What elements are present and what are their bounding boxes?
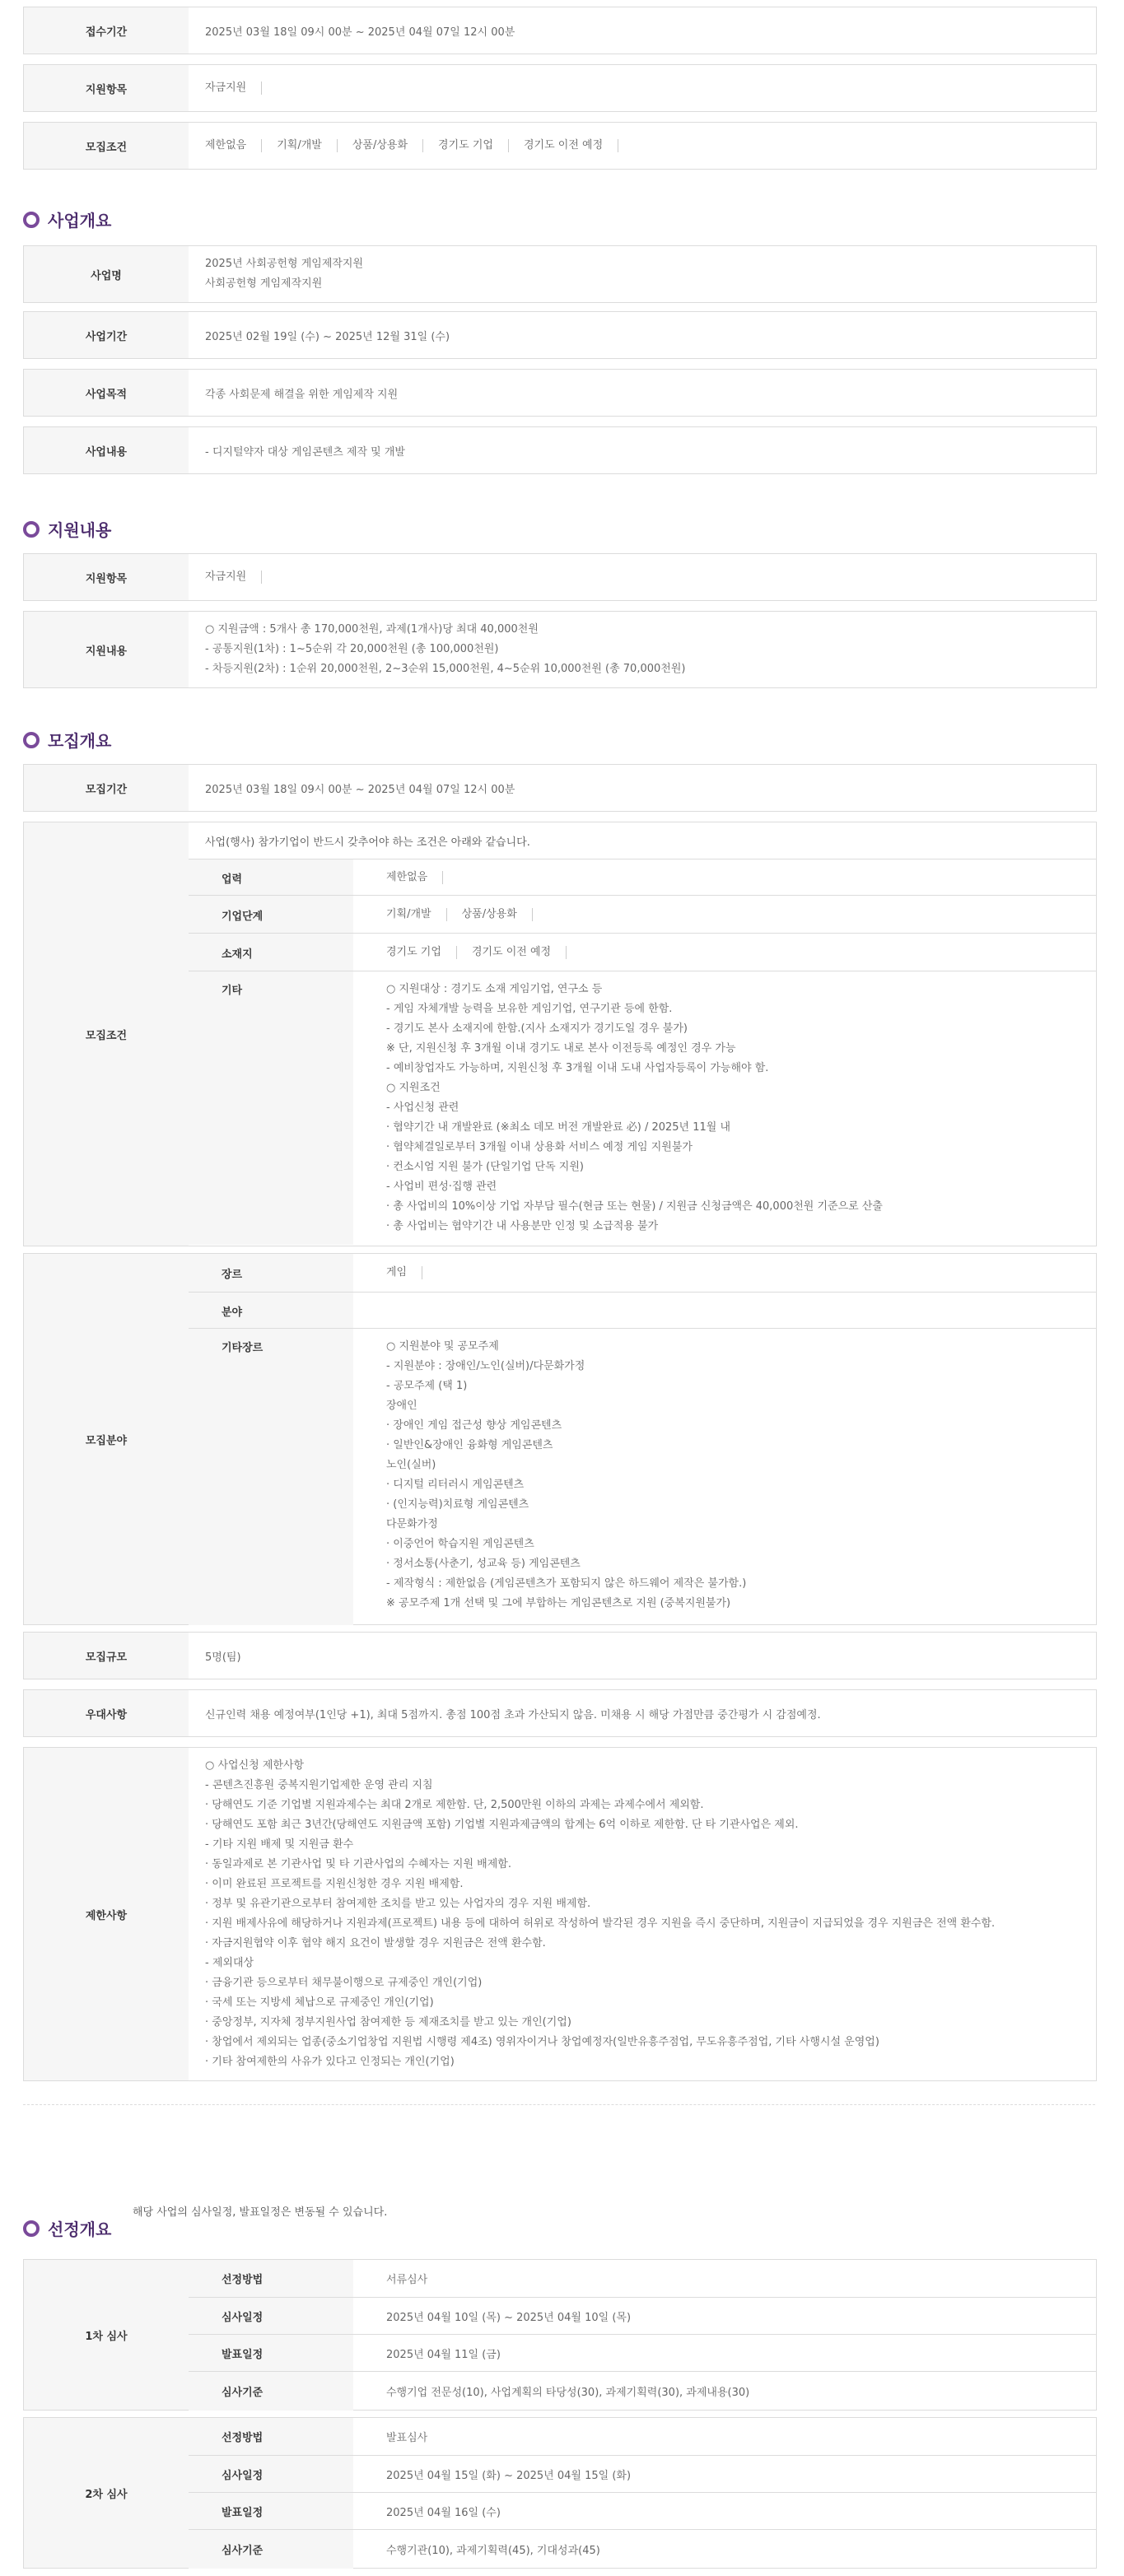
support-item-row xyxy=(23,64,1097,112)
condition-etc-row xyxy=(189,971,1096,1245)
row-value: 2025년 04월 11일 (금) xyxy=(386,2349,501,2361)
row-label: 사업내용 xyxy=(24,427,189,473)
row-label: 사업목적 xyxy=(24,370,189,416)
section-divider xyxy=(23,2104,1095,2105)
row-value: 2025년 04월 15일 (화) ~ 2025년 04월 15일 (화) xyxy=(386,2470,632,2482)
field-area-row xyxy=(189,1292,1096,1329)
row-value: 2025년 04월 16일 (수) xyxy=(386,2507,501,2519)
bullet-circle-icon xyxy=(23,2220,40,2237)
row-label: 모집규모 xyxy=(24,1633,189,1679)
sub-label: 소재지 xyxy=(189,934,353,971)
row-value: ○ 지원금액 : 5개사 총 170,000천원, 과제(1개사)당 최대 40,000천원 - 공통지원(1차) : 1~5순위 각 20,000천원 (총 100,000천원) - 차등지원(2차) : 1순위 20,000천원, 2~3순위 15,000천원, 4~5순위 10,000천원 (총 70,000천원) xyxy=(205,623,686,675)
tag-list xyxy=(353,1254,1096,1292)
row-label: 모집조건 xyxy=(24,822,189,1246)
row-value: 각종 사회문제 해결을 위한 게임제작 지원 xyxy=(205,388,399,401)
row-label: 모집분야 xyxy=(24,1254,189,1624)
round-row xyxy=(189,2455,1096,2493)
row-label: 접수기간 xyxy=(24,7,189,54)
round-row xyxy=(189,2297,1096,2335)
etc-lines: ○ 지원대상 : 경기도 소재 게임기업, 연구소 등 - 게임 자체개발 능력을 보유한 게임기업, 연구기관 등에 한함. - 경기도 본사 소재지에 한함.(지사 소재지가 경기도일 경우 불가) ※ 단, 지원신청 후 3개월 이내 경기도 내로 본사 이전등록 예정인 경우 가능 - 예비창업자도 가능하며, 지원신청 후 3개월 이내 도내 사업자등록이 가능해야 함. ○ 지원조건 - 사업신청 관련 · 협약기간 내 개발완료 (※최소 데모 버전 개발완료 必) / 2025년 11월 내 · 협약체결일로부터 3개월 이내 상용화 서비스 예정 게임 지원불가 · 컨소시엄 지원 불가 (단일기업 단독 지원) - 사업비 편성·집행 관련 · 총 사업비의 10%이상 기업 자부담 필수(현금 또는 현물) / 지원금 신청금액은 40,000천원 기준으로 산출 · 총 사업비는 협약기간 내 사용분만 인정 및 소급적용 불가 xyxy=(386,983,883,1232)
sub-label: 심사기준 xyxy=(189,2530,353,2569)
sub-label: 장르 xyxy=(189,1254,353,1292)
row-value: 2025년 사회공헌형 게임제작지원 사회공헌형 게임제작지원 xyxy=(205,258,364,290)
row-label: 지원항목 xyxy=(24,554,189,600)
business-content-row xyxy=(23,426,1097,474)
recruit-field-table xyxy=(23,1253,1097,1625)
row-label: 지원내용 xyxy=(24,612,189,687)
row-label: 우대사항 xyxy=(24,1690,189,1736)
row-value: 5명(팀) xyxy=(205,1651,241,1664)
sub-label: 심사기준 xyxy=(189,2372,353,2411)
round-1-table xyxy=(23,2259,1097,2411)
sub-label: 업력 xyxy=(189,859,353,896)
row-label: 모집조건 xyxy=(24,123,189,169)
section-title-selection: 선정개요 xyxy=(23,2216,111,2240)
recruit-conditions-table xyxy=(23,822,1097,1246)
bullet-circle-icon xyxy=(23,212,40,228)
round-row xyxy=(189,2334,1096,2372)
field-genre-row xyxy=(189,1254,1096,1292)
tag-list xyxy=(353,859,1096,896)
sub-label: 발표일정 xyxy=(189,2493,353,2530)
tag: 게임 xyxy=(386,1266,422,1279)
tag: 경기도 이전 예정 xyxy=(457,946,567,959)
row-value xyxy=(353,1293,1096,1329)
row-value: 서류심사 xyxy=(386,2274,428,2286)
tag: 기획/개발 xyxy=(386,908,447,921)
row-label: 사업명 xyxy=(24,246,189,302)
business-period-row xyxy=(23,311,1097,359)
sub-label: 분야 xyxy=(189,1293,353,1329)
sub-label: 기업단계 xyxy=(189,896,353,934)
tag: 경기도 기업 xyxy=(386,946,457,959)
row-value: 2025년 04월 10일 (목) ~ 2025년 04월 10일 (목) xyxy=(386,2312,632,2324)
tag-list xyxy=(353,896,1096,934)
row-value: - 디지털약자 대상 게임콘텐츠 제작 및 개발 xyxy=(205,445,405,459)
row-label: 제한사항 xyxy=(24,1748,189,2080)
condition-stage-row xyxy=(189,895,1096,934)
tag: 경기도 기업 xyxy=(423,139,509,152)
section-title-business: 사업개요 xyxy=(23,207,111,231)
round-row xyxy=(189,2418,1096,2455)
tag: 제한없음 xyxy=(205,139,262,152)
tag-list xyxy=(189,65,1096,111)
round-label: 2차 심사 xyxy=(24,2418,189,2568)
row-value: 신규인력 채용 예정여부(1인당 +1), 최대 5점까지. 총점 100점 초과 가산되지 않음. 미채용 시 해당 가점만큼 중간평가 시 감점예정. xyxy=(205,1708,821,1721)
tag: 경기도 이전 예정 xyxy=(509,139,618,152)
section-title-support: 지원내용 xyxy=(23,517,111,541)
round-label: 1차 심사 xyxy=(24,2260,189,2410)
application-period-row xyxy=(23,7,1097,54)
tag: 자금지원 xyxy=(205,82,262,95)
row-value: 2025년 03월 18일 09시 00분 ~ 2025년 04월 07일 12시 00분 xyxy=(205,26,515,39)
tag-list xyxy=(189,554,1096,600)
row-value: 발표심사 xyxy=(386,2432,428,2444)
tag: 자금지원 xyxy=(205,571,262,584)
round-row xyxy=(189,2492,1096,2530)
tag: 상품/상용화 xyxy=(338,139,423,152)
etc-genre-lines: ○ 지원분야 및 공모주제 - 지원분야 : 장애인/노인(실버)/다문화가정 - 공모주제 (택 1) 장애인 · 장애인 게임 접근성 향상 게임콘텐츠 · 일반인&장애인 융화형 게임콘텐츠 노인(실버) · 디지털 리터러시 게임콘텐츠 · (인지능력)치료형 게임콘텐츠 다문화가정 · 이중언어 학습지원 게임콘텐츠 · 정서소통(사춘기, 성교육 등) 게임콘텐츠 - 제작형식 : 제한없음 (게임콘텐츠가 포함되지 않은 하드웨어 제작은 불가함.) ※ 공모주제 1개 선택 및 그에 부합하는 게임콘텐츠로 지원 (중복지원불가) xyxy=(386,1340,747,1609)
tag: 상품/상용화 xyxy=(447,908,533,921)
row-value: 2025년 03월 18일 09시 00분 ~ 2025년 04월 07일 12시 00분 xyxy=(205,783,515,796)
sub-label: 선정방법 xyxy=(189,2418,353,2455)
restrictions-lines: ○ 사업신청 제한사항 - 콘텐츠진흥원 중복지원기업제한 운영 관리 지침 · 당해연도 기준 기업별 지원과제수는 최대 2개로 제한함. 단, 2,500만원 이하의 과제는 과제수에서 제외함. · 당해연도 포함 최근 3년간(당해연도 지원금액 포함) 기업별 지원과제금액의 합계는 6억 이하로 제한함. 단 타 기관사업은 제외. - 기타 지원 배제 및 지원금 환수 · 동일과제로 본 기관사업 및 타 기관사업의 수혜자는 지원 배제함. · 이미 완료된 프로젝트를 지원신청한 경우 지원 배제함. · 정부 및 유관기관으로부터 참여제한 조치를 받고 있는 사업자의 경우 지원 배제함. · 지원 배제사유에 해당하거나 지원과제(프로젝트) 내용 등에 대하여 허위로 작성하여 발각된 경우 지원을 즉시 중단하며, 지원금이 지급되었을 경우 지원금은 전액 환수함. · 자금지원협약 이후 협약 해지 요건이 발생할 경우 지원금은 전액 환수함. - 제외대상 · 금융기관 등으로부터 채무불이행으로 규제중인 개인(기업) · 국세 또는 지방세 체납으로 규제중인 개인(기업) · 중앙정부, 지자체 정부지원사업 참여제한 등 제재조치를 받고 있는 개인(기업) · 창업에서 제외되는 업종(중소기업창업 지원법 시행령 제4조) 영위자이거나 창업예정자(일반유흥주점업, 무도유흥주점업, 기타 사행시설 운영업) · 기타 참여제한의 사유가 있다고 인정되는 개인(기업) xyxy=(205,1759,996,2068)
tag: 제한없음 xyxy=(386,871,443,884)
row-label: 모집기간 xyxy=(24,765,189,811)
bullet-circle-icon xyxy=(23,732,40,748)
row-value: 2025년 02월 19일 (수) ~ 2025년 12월 31일 (수) xyxy=(205,330,450,343)
conditions-intro: 사업(행사) 참가기업이 반드시 갖추어야 하는 조건은 아래와 같습니다. xyxy=(205,836,530,849)
support-item-row xyxy=(23,553,1097,601)
tag-list xyxy=(353,934,1096,971)
selection-note: 해당 사업의 심사일정, 발표일정은 변동될 수 있습니다. xyxy=(133,2206,388,2219)
round-row xyxy=(189,2529,1096,2569)
condition-career-row xyxy=(189,859,1096,896)
tag: 기획/개발 xyxy=(262,139,338,152)
field-etc-genre-row xyxy=(189,1328,1096,1625)
row-label: 사업기간 xyxy=(24,312,189,358)
bullet-circle-icon xyxy=(23,521,40,538)
row-label: 지원항목 xyxy=(24,65,189,111)
business-name-row xyxy=(23,245,1097,303)
support-detail-row xyxy=(23,611,1097,688)
sub-label: 심사일정 xyxy=(189,2298,353,2335)
section-title-recruit: 모집개요 xyxy=(23,728,111,752)
round-2-table xyxy=(23,2417,1097,2569)
row-value: 수행기관(10), 과제기획력(45), 기대성과(45) xyxy=(386,2545,600,2557)
recruit-conditions-row xyxy=(23,122,1097,170)
preference-row xyxy=(23,1689,1097,1737)
row-value: 수행기업 전문성(10), 사업계획의 타당성(30), 과제기획력(30), 과제내용(30) xyxy=(386,2387,750,2399)
sub-label: 기타 xyxy=(189,971,353,1245)
sub-label: 선정방법 xyxy=(189,2260,353,2297)
tag-list xyxy=(189,123,1096,169)
sub-label: 심사일정 xyxy=(189,2456,353,2493)
condition-location-row xyxy=(189,933,1096,971)
recruit-period-row xyxy=(23,764,1097,812)
sub-label: 기타장르 xyxy=(189,1329,353,1625)
restrictions-row xyxy=(23,1747,1097,2081)
sub-label: 발표일정 xyxy=(189,2335,353,2372)
business-purpose-row xyxy=(23,369,1097,417)
round-row xyxy=(189,2371,1096,2411)
round-row xyxy=(189,2260,1096,2297)
recruit-scale-row xyxy=(23,1632,1097,1679)
